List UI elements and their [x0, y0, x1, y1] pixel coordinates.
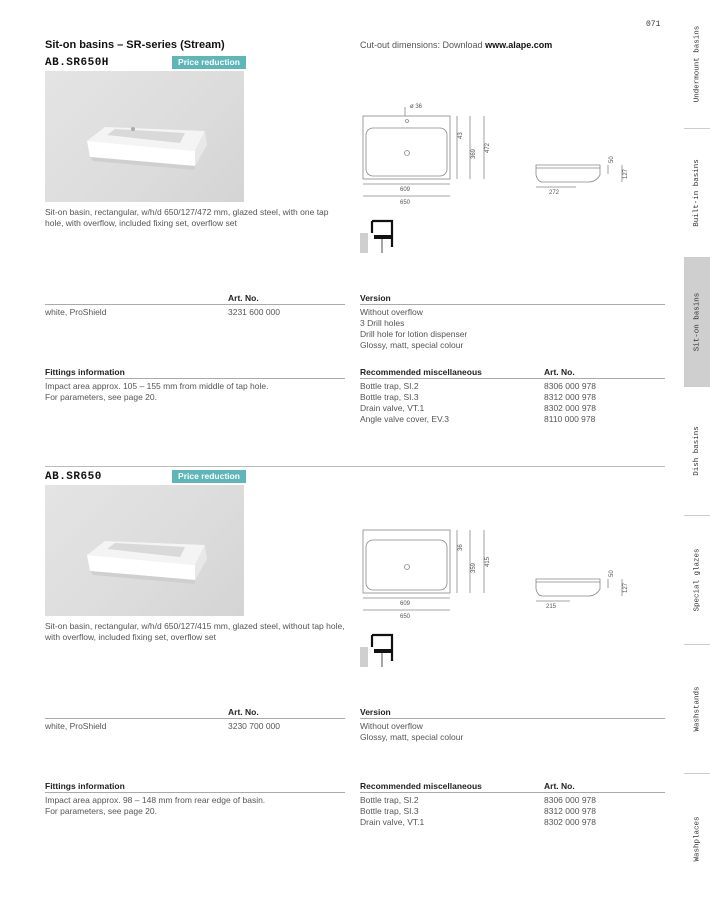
misc-item-art: 8312 000 978 — [544, 392, 596, 402]
misc-item-name: Bottle trap, SI.2 — [360, 795, 419, 805]
version-item: Without overflow — [360, 307, 423, 317]
tab-label: Washplaces — [693, 816, 702, 862]
fittings-info — [45, 795, 265, 817]
dim-height-1: 50 — [609, 156, 615, 163]
dim-depth-1: 43 — [458, 132, 464, 139]
cutout-text: Cut-out dimensions: Download — [360, 40, 486, 50]
misc-item-art: 8312 000 978 — [544, 806, 596, 816]
wall-mount-icon — [360, 217, 405, 253]
divider — [45, 718, 345, 719]
misc-names — [360, 795, 424, 828]
tab-sit-on-basins[interactable] — [684, 258, 710, 387]
tab-label: Dish basins — [693, 426, 702, 476]
dim-width-outer: 650 — [400, 614, 411, 620]
product-photo — [45, 485, 244, 616]
model-code: AB.SR650 — [45, 471, 102, 483]
art-no-header: Art. No. — [228, 293, 259, 303]
tab-dish-basins[interactable] — [684, 387, 710, 516]
finish-label: white, ProShield — [45, 307, 107, 317]
tab-special-glazes[interactable] — [684, 516, 710, 645]
version-item: Glossy, matt, special colour — [360, 340, 464, 350]
misc-item-name: Bottle trap, SI.2 — [360, 381, 419, 391]
misc-names — [360, 381, 449, 425]
technical-drawing — [360, 485, 660, 620]
version-item: Drill hole for lotion dispenser — [360, 329, 468, 339]
tab-built-in-basins[interactable] — [684, 129, 710, 258]
misc-item-art: 8306 000 978 — [544, 795, 596, 805]
dim-side-depth: 215 — [546, 604, 557, 610]
price-reduction-badge: Price reduction — [172, 56, 246, 69]
fittings-line: For parameters, see page 20. — [45, 392, 157, 402]
dim-width-inner: 609 — [400, 601, 411, 607]
misc-header: Recommended miscellaneous — [360, 367, 482, 377]
version-item: 3 Drill holes — [360, 318, 405, 328]
divider — [45, 378, 345, 379]
dim-width-inner: 609 — [400, 187, 411, 193]
tab-label: Washstands — [693, 686, 702, 732]
misc-item-name: Bottle trap, SI.3 — [360, 806, 419, 816]
misc-item-art: 8306 000 978 — [544, 381, 596, 391]
divider — [360, 718, 665, 719]
tab-washstands[interactable] — [684, 645, 710, 774]
tab-label: Built-in basins — [693, 159, 702, 227]
version-header: Version — [360, 293, 391, 303]
page-title: Sit-on basins – SR-series (Stream) — [45, 39, 225, 51]
divider — [360, 792, 665, 793]
art-no-header: Art. No. — [228, 707, 259, 717]
dim-side-depth: 272 — [549, 190, 560, 196]
version-header: Version — [360, 707, 391, 717]
version-list — [360, 307, 467, 351]
misc-header: Recommended miscellaneous — [360, 781, 482, 791]
divider — [360, 378, 665, 379]
misc-arts — [544, 381, 596, 425]
cutout-note — [360, 40, 552, 50]
dim-depth-3: 415 — [485, 556, 491, 567]
divider — [45, 304, 345, 305]
version-list — [360, 721, 463, 743]
product-section-ab-sr650 — [45, 471, 665, 851]
divider — [360, 304, 665, 305]
dim-width-outer: 650 — [400, 200, 411, 206]
fittings-header: Fittings information — [45, 367, 125, 377]
wall-mount-icon — [360, 631, 405, 667]
finish-label: white, ProShield — [45, 721, 107, 731]
misc-item-name: Angle valve cover, EV.3 — [360, 414, 449, 424]
fittings-line: Impact area approx. 105 – 155 mm from middle of tap hole. — [45, 381, 269, 391]
tab-label: Undermount basins — [693, 25, 702, 103]
fittings-info — [45, 381, 268, 403]
divider — [45, 792, 345, 793]
dim-depth-3: 472 — [485, 142, 491, 153]
tab-label: Sit-on basins — [693, 292, 702, 352]
product-section-ab-sr650h — [45, 57, 665, 437]
version-item: Glossy, matt, special colour — [360, 732, 464, 742]
misc-item-name: Drain valve, VT.1 — [360, 817, 425, 827]
tab-undermount-basins[interactable] — [684, 0, 710, 129]
misc-item-name: Drain valve, VT.1 — [360, 403, 425, 413]
dim-tap-hole: ø 36 — [410, 104, 423, 110]
dim-height-2: 127 — [623, 582, 629, 593]
fittings-line: Impact area approx. 98 – 148 mm from rear edge of basin. — [45, 795, 266, 805]
section-divider — [45, 466, 665, 467]
price-reduction-badge: Price reduction — [172, 470, 246, 483]
dim-height-2: 127 — [623, 168, 629, 179]
page-number: 071 — [646, 20, 661, 29]
misc-item-art: 8302 000 978 — [544, 817, 596, 827]
cutout-link[interactable]: www.alape.com — [485, 40, 553, 50]
art-no-value: 3231 600 000 — [228, 307, 280, 317]
fittings-header: Fittings information — [45, 781, 125, 791]
misc-item-art: 8110 000 978 — [544, 414, 596, 424]
dim-height-1: 50 — [609, 570, 615, 577]
product-photo — [45, 71, 244, 202]
fittings-line: For parameters, see page 20. — [45, 806, 157, 816]
dim-depth-2: 369 — [471, 148, 477, 159]
version-item: Without overflow — [360, 721, 423, 731]
model-code: AB.SR650H — [45, 57, 109, 69]
product-description: Sit-on basin, rectangular, w/h/d 650/127/472 mm, glazed steel, with one tap hole, with overflow, included fixing set, overflow set — [45, 207, 329, 228]
technical-drawing — [360, 71, 660, 206]
tab-label: Special glazes — [693, 548, 702, 612]
misc-item-art: 8302 000 978 — [544, 403, 596, 413]
misc-art-header: Art. No. — [544, 367, 575, 377]
tab-washplaces[interactable] — [684, 774, 710, 904]
product-description: Sit-on basin, rectangular, w/h/d 650/127/415 mm, glazed steel, without tap hole, with overflow, included fixing set, overflow set — [45, 621, 345, 642]
misc-arts — [544, 795, 596, 828]
dim-depth-1: 36 — [458, 544, 464, 551]
misc-art-header: Art. No. — [544, 781, 575, 791]
dim-depth-2: 359 — [471, 562, 477, 573]
art-no-value: 3230 700 000 — [228, 721, 280, 731]
misc-item-name: Bottle trap, SI.3 — [360, 392, 419, 402]
category-sidebar — [684, 0, 710, 904]
